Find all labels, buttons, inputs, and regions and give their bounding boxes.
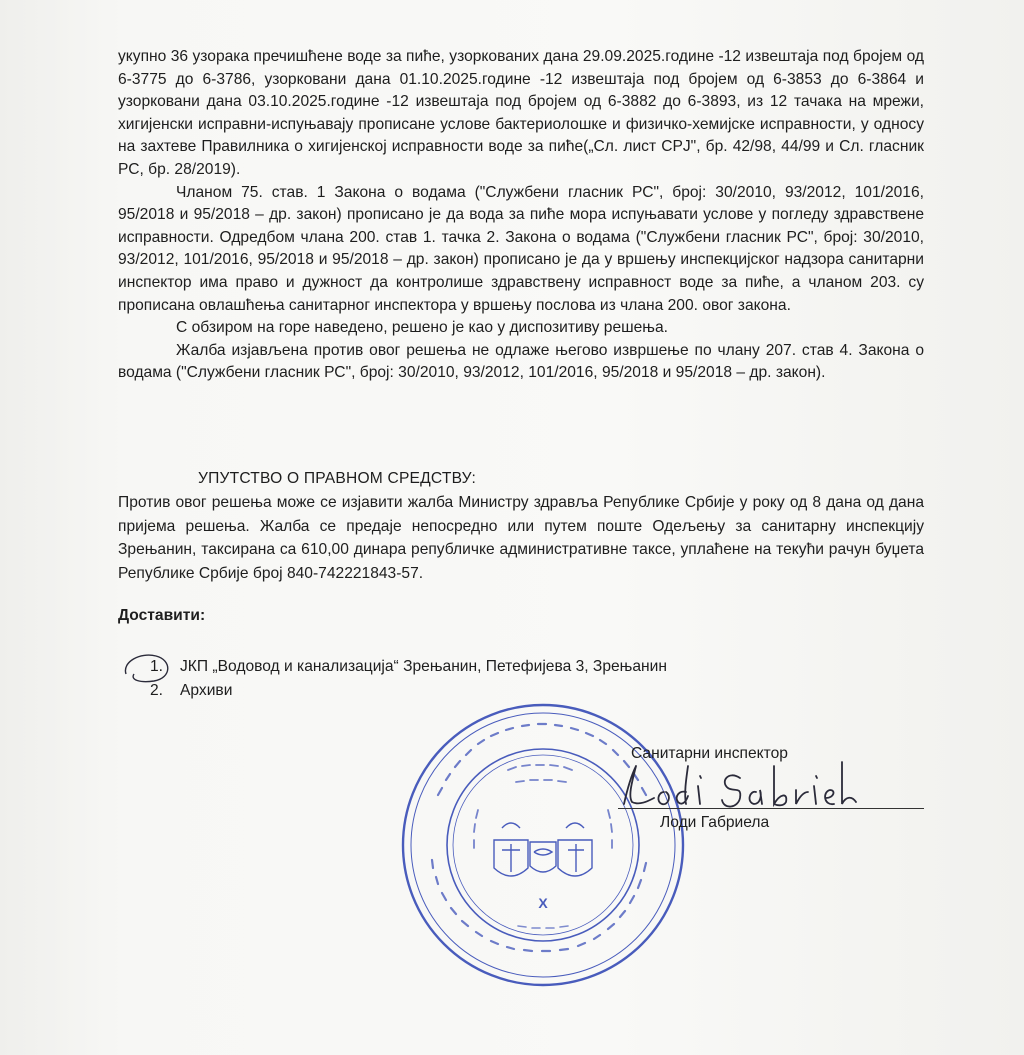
- delivery-heading: Доставити:: [118, 607, 206, 624]
- legal-remedy-heading: УПУТСТВО О ПРАВНОМ СРЕДСТВУ:: [198, 470, 476, 487]
- svg-text:X: X: [538, 895, 548, 911]
- paragraph-decision: С обзиром на горе наведено, решено је као у диспозитиву решења.: [176, 319, 668, 337]
- list-item-number: 1.: [150, 658, 164, 675]
- paragraph-water-law: Чланом 75. став. 1 Закона о водама ("Службени гласник РС", број: 30/2010, 93/2012, 101/2016, 95/2018 и 95/2018 – др. закон) прописано је да вода за пиће мора испуњавати услове у погледу здравствене исправности. Одредбом члана 200. став 1. тачка 2. Закона о водама ("Службени гласник РС", број: 30/2010, 93/2012, 101/2016, 95/2018 и 95/2018 – др. закон) прописано је да у вршењу инспекцијског надзора санитарни инспектор има право и дужност да контролише здравствену исправност воде за пиће, а чланом 203. су прописана овлашћења санитарног инспектора у вршењу послова из члана 200. овог закона.: [118, 183, 924, 314]
- inspector-title: Санитарни инспектор: [631, 745, 788, 762]
- official-stamp: [398, 700, 688, 990]
- list-item-text: Архиви: [180, 682, 233, 699]
- inspector-name: Лоди Габриела: [660, 814, 770, 831]
- list-item-number: 2.: [150, 682, 164, 699]
- list-item-text: ЈКП „Водовод и канализација“ Зрењанин, Петефијева 3, Зрењанин: [180, 658, 667, 675]
- handwritten-signature: [610, 752, 870, 822]
- paragraph-appeal-effect: Жалба изјављена против овог решења не одлаже његово извршење по члану 207. став 4. Закона о водама ("Службени гласник РС", број: 30/2010, 93/2012, 101/2016, 95/2018 и 95/2018 – др. закон).: [118, 341, 924, 382]
- reasoning-section: [118, 46, 924, 385]
- paragraph-sample-results: укупно 36 узорака пречишћене воде за пиће, узоркованих дана 29.09.2025.године -12 извештаја под бројем од 6-3775 до 6-3786, узорковани дана 01.10.2025.године -12 извештаја под бројем од 6-3853 до 6-3864 и узорковани дана 03.10.2025.године -12 извештаја под бројем од 6-3882 до 6-3893, из 12 тачака на мрежи, хигијенски исправни-испуњавају прописане услове бактериолошке и физичко-хемијске исправности, у односу на захтеве Правилника о хигијенској исправности воде за пиће(„Сл. лист СРЈ", бр. 42/98, 44/99 и Сл. гласник РС, бр. 28/2019).: [118, 48, 924, 178]
- delivery-list: [150, 655, 667, 703]
- legal-remedy-text: Против овог решења може се изјавити жалба Министру здравља Републике Србије у року од 8 дана од дана пријема решења. Жалба се предаје непосредно или путем поште Одељењу за санитарну инспекцију Зрењанин, таксирана са 610,00 динара републичке административне таксе, уплаћене на текући рачун буџета Републике Србије број 840-742221843-57.: [118, 494, 924, 582]
- list-item: [150, 655, 667, 679]
- signature-line: [618, 808, 924, 809]
